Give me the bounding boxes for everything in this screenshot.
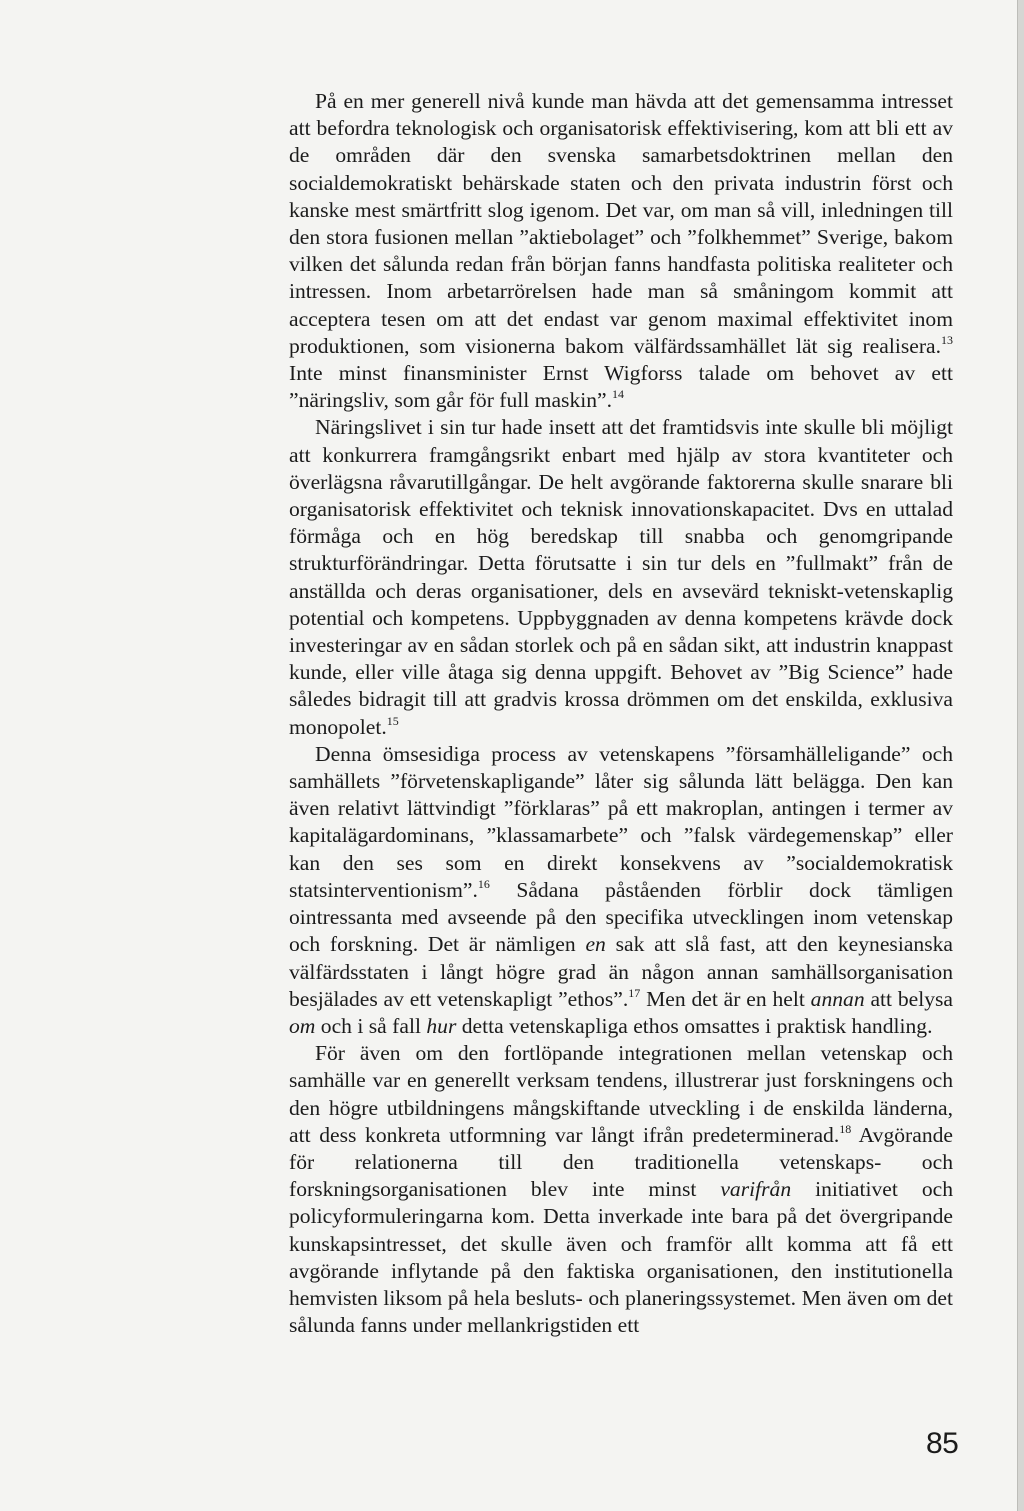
text-run: och i så fall bbox=[315, 1013, 427, 1038]
scan-edge-line bbox=[1017, 0, 1018, 1511]
body-text bbox=[289, 88, 953, 1339]
footnote-ref: 13 bbox=[941, 332, 953, 347]
page-number: 85 bbox=[926, 1427, 959, 1460]
emphasis: om bbox=[289, 1013, 316, 1038]
text-run: Näringslivet i sin tur hade insett att det framtidsvis inte skulle bli möjligt att konkurrera framgångsrikt enbart med hjälp av stora kvantiteter och överlägsna råvarutillgångar. De helt avgörande faktorerna skulle snarare bli organisatorisk effektivitet och teknisk innovationskapacitet. Dvs en uttalad förmåga och en hög beredskap till snabba och genomgripande strukturförändringar. Detta förutsatte i sin tur dels en ”fullmakt” från de anställda och deras organisationer, dels en avsevärd tekniskt-vetenskaplig potential och kompetens. Uppbyggnaden av denna kompetens krävde dock investeringar av en sådan storlek och på en sådan sikt, att industrin knappast kunde, eller ville åtaga sig denna uppgift. Behovet av ”Big Science” hade således bidragit till att gradvis krossa drömmen om det enskilda, exklusiva monopolet. bbox=[289, 415, 953, 739]
paragraph bbox=[289, 1040, 953, 1339]
text-run: Denna ömsesidiga process av vetenskapens ”församhälleligande” och samhällets ”förvetenskapligande” låter sig sålunda lätt belägga. Den kan även relativt lättvindigt ”förklaras” på ett makroplan, antingen i termer av kapitalägardominans, ”klassamarbete” och ”falsk värdegemenskap” eller kan den ses som en direkt konsekvens av ”socialdemokratisk statsinterventionism”. bbox=[289, 741, 953, 902]
text-run: detta vetenskapliga ethos omsattes i praktisk handling. bbox=[456, 1013, 933, 1038]
text-run: att belysa bbox=[864, 986, 954, 1011]
text-run: sak att slå fast, att den keynesianska välfärdsstaten i långt högre grad än någon annan samhällsorganisation besjälades av ett vetenskapligt ”ethos”. bbox=[289, 932, 953, 1011]
text-run: På en mer generell nivå kunde man hävda att det gemensamma intresset att befordra teknologisk och organisatorisk effektivisering, kom att bli ett av de områden där den svenska samarbetsdoktrinen mellan den socialdemokratiskt behärskade staten och den privata industrin först och kanske mest smärtfritt slog igenom. Det var, om man så vill, inledningen till den stora fusionen mellan ”aktiebolaget” och ”folkhemmet” Sverige, bakom vilken det sålunda redan från början fanns handfasta politiska realiteter och intressen. Inom arbetarrörelsen hade man så småningom kommit att acceptera tesen om att det endast var genom maximal effektivitet inom produktionen, som visionerna bakom välfärdssamhället lät sig realisera. bbox=[289, 89, 953, 358]
text-run: Avgörande för relationerna till den traditionella vetenskaps- och forskningsorganisationen blev inte minst bbox=[289, 1122, 954, 1202]
paragraph bbox=[289, 88, 953, 414]
text-run: Men det är en helt bbox=[640, 986, 811, 1011]
text-run: Inte minst finansminister Ernst Wigforss talade om behovet av ett ”näringsliv, som går för full maskin”. bbox=[289, 361, 953, 413]
text-run: För även om den fortlöpande integrationen mellan vetenskap och samhälle var en generellt verksam tendens, illustrerar just forskningens och den högre utbildningens mångskiftande utveckling i de enskilda länderna, att dess konkreta utformning var långt ifrån predeterminerad. bbox=[289, 1041, 953, 1147]
footnote-ref: 15 bbox=[386, 713, 399, 728]
emphasis: annan bbox=[810, 986, 865, 1011]
paragraph bbox=[289, 414, 953, 740]
footnote-ref: 16 bbox=[477, 876, 490, 891]
emphasis: varifrån bbox=[720, 1177, 792, 1202]
footnote-ref: 17 bbox=[628, 985, 641, 1000]
emphasis: en bbox=[585, 932, 606, 957]
footnote-ref: 14 bbox=[612, 387, 625, 402]
scan-edge bbox=[1018, 0, 1024, 1511]
footnote-ref: 18 bbox=[839, 1121, 852, 1136]
paragraph bbox=[289, 741, 953, 1040]
emphasis: hur bbox=[426, 1013, 457, 1038]
text-run: Sådana påståenden förblir dock tämligen ointressanta med avseende på den specifika utvecklingen inom vetenskap och forskning. Det är nämligen bbox=[289, 877, 953, 957]
text-run: initiativet och policyformuleringarna kom. Detta inverkade inte bara på det övergripande kunskapsintresset, det skulle även och framför allt komma att få ett avgörande inflytande på den faktiska organisationen, den institutionella hemvisten liksom på hela besluts- och planeringssystemet. Men även om det sålunda fanns under mellankrigstiden ett bbox=[289, 1177, 953, 1338]
